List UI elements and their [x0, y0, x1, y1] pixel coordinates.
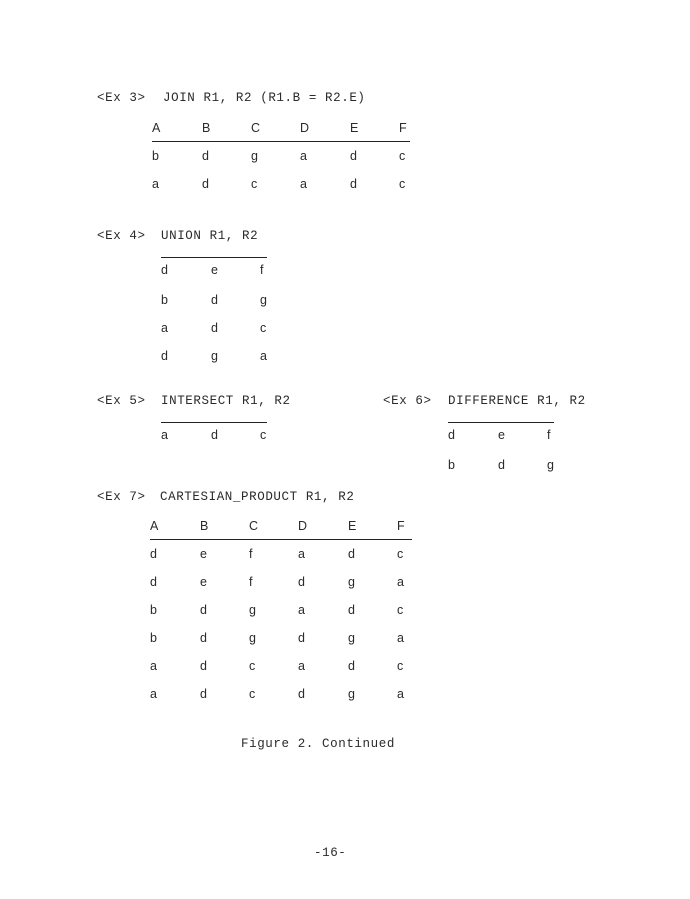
table-cell: g: [251, 149, 258, 163]
table-cell: b: [161, 293, 168, 307]
table-cell: d: [202, 177, 209, 191]
table-cell: d: [202, 149, 209, 163]
table-cell: d: [498, 458, 505, 472]
ex4-label: <Ex 4>: [97, 229, 146, 243]
table-row: [161, 314, 267, 342]
table-cell: d: [348, 659, 355, 673]
table-cell: d: [298, 631, 305, 645]
table-cell: d: [161, 258, 211, 287]
table-cell: g: [348, 687, 355, 701]
table-row: [448, 423, 554, 452]
ex5-result-table: [161, 422, 267, 451]
ex6-result-table: [448, 422, 554, 479]
table-cell: d: [350, 149, 357, 163]
table-cell: f: [249, 547, 253, 561]
table-cell: d: [150, 575, 157, 589]
table-cell: e: [200, 575, 207, 589]
table-cell: g: [348, 575, 355, 589]
table-cell: a: [300, 177, 307, 191]
table-cell: d: [200, 603, 207, 617]
table-cell: c: [397, 659, 404, 673]
table-cell: d: [348, 547, 355, 561]
figure-caption: Figure 2. Continued: [241, 737, 395, 751]
column-header: C: [249, 512, 298, 540]
table-cell: d: [350, 177, 357, 191]
table-cell: f: [547, 423, 554, 452]
table-cell: a: [298, 603, 305, 617]
table-cell: a: [150, 687, 157, 701]
table-cell: c: [397, 603, 404, 617]
table-cell: b: [152, 149, 159, 163]
ex5-title: INTERSECT R1, R2: [161, 394, 291, 408]
column-header: B: [200, 512, 249, 540]
table-cell: a: [397, 575, 404, 589]
table-cell: c: [397, 547, 404, 561]
table-header-row: [152, 114, 410, 142]
table-cell: g: [249, 603, 256, 617]
table-cell: d: [211, 321, 218, 335]
table-row: [150, 568, 412, 596]
table-row: [150, 540, 412, 569]
ex7-label: <Ex 7>: [97, 490, 146, 504]
table-header-row: [150, 512, 412, 540]
table-cell: g: [348, 631, 355, 645]
table-cell: d: [348, 603, 355, 617]
column-header: B: [202, 114, 251, 142]
column-header: E: [350, 114, 399, 142]
table-cell: g: [211, 349, 218, 363]
table-cell: g: [249, 631, 256, 645]
table-cell: d: [161, 349, 168, 363]
ex7-title: CARTESIAN_PRODUCT R1, R2: [160, 490, 355, 504]
table-cell: d: [200, 631, 207, 645]
ex3-result-table: [152, 114, 410, 198]
ex3-label: <Ex 3>: [97, 91, 146, 105]
table-row: [161, 286, 267, 314]
column-header: F: [399, 114, 410, 142]
table-cell: f: [249, 575, 253, 589]
table-cell: a: [300, 149, 307, 163]
table-cell: d: [211, 293, 218, 307]
table-cell: a: [397, 631, 404, 645]
table-cell: d: [200, 659, 207, 673]
column-header: D: [298, 512, 348, 540]
column-header: A: [152, 114, 202, 142]
table-cell: a: [161, 321, 168, 335]
table-cell: c: [251, 177, 258, 191]
table-row: [150, 596, 412, 624]
table-cell: d: [448, 423, 498, 452]
ex4-result-table: [161, 257, 267, 370]
table-cell: c: [249, 687, 256, 701]
column-header: A: [150, 512, 200, 540]
table-row: [161, 342, 267, 370]
table-cell: g: [547, 458, 554, 472]
table-cell: d: [150, 547, 157, 561]
table-cell: a: [397, 687, 404, 701]
ex3-title: JOIN R1, R2 (R1.B = R2.E): [163, 91, 366, 105]
table-cell: g: [260, 293, 267, 307]
table-row: [448, 451, 554, 479]
table-row: [152, 142, 410, 171]
ex7-result-table: [150, 512, 412, 708]
column-header: E: [348, 512, 397, 540]
table-cell: b: [150, 631, 157, 645]
table-row: [161, 423, 267, 452]
column-header: D: [300, 114, 350, 142]
table-cell: f: [260, 258, 267, 287]
ex4-title: UNION R1, R2: [161, 229, 259, 243]
table-cell: c: [260, 423, 267, 452]
table-cell: c: [249, 659, 256, 673]
ex5-label: <Ex 5>: [97, 394, 146, 408]
table-cell: c: [399, 177, 406, 191]
table-row: [152, 170, 410, 198]
table-cell: a: [260, 349, 267, 363]
table-cell: e: [498, 423, 547, 452]
table-cell: e: [200, 547, 207, 561]
table-cell: e: [211, 258, 260, 287]
table-cell: d: [298, 687, 305, 701]
ex6-label: <Ex 6>: [383, 394, 432, 408]
table-cell: d: [200, 687, 207, 701]
column-header: F: [397, 512, 412, 540]
table-cell: c: [399, 149, 406, 163]
table-cell: a: [150, 659, 157, 673]
column-header: C: [251, 114, 300, 142]
table-cell: c: [260, 321, 267, 335]
page-number: -16-: [314, 846, 347, 860]
table-row: [150, 652, 412, 680]
table-cell: b: [150, 603, 157, 617]
table-cell: a: [298, 659, 305, 673]
table-row: [150, 624, 412, 652]
table-cell: a: [298, 547, 305, 561]
table-cell: b: [448, 458, 455, 472]
table-cell: a: [152, 177, 159, 191]
table-cell: d: [211, 423, 260, 452]
table-row: [150, 680, 412, 708]
table-cell: a: [161, 423, 211, 452]
table-row: [161, 258, 267, 287]
ex6-title: DIFFERENCE R1, R2: [448, 394, 586, 408]
table-cell: d: [298, 575, 305, 589]
